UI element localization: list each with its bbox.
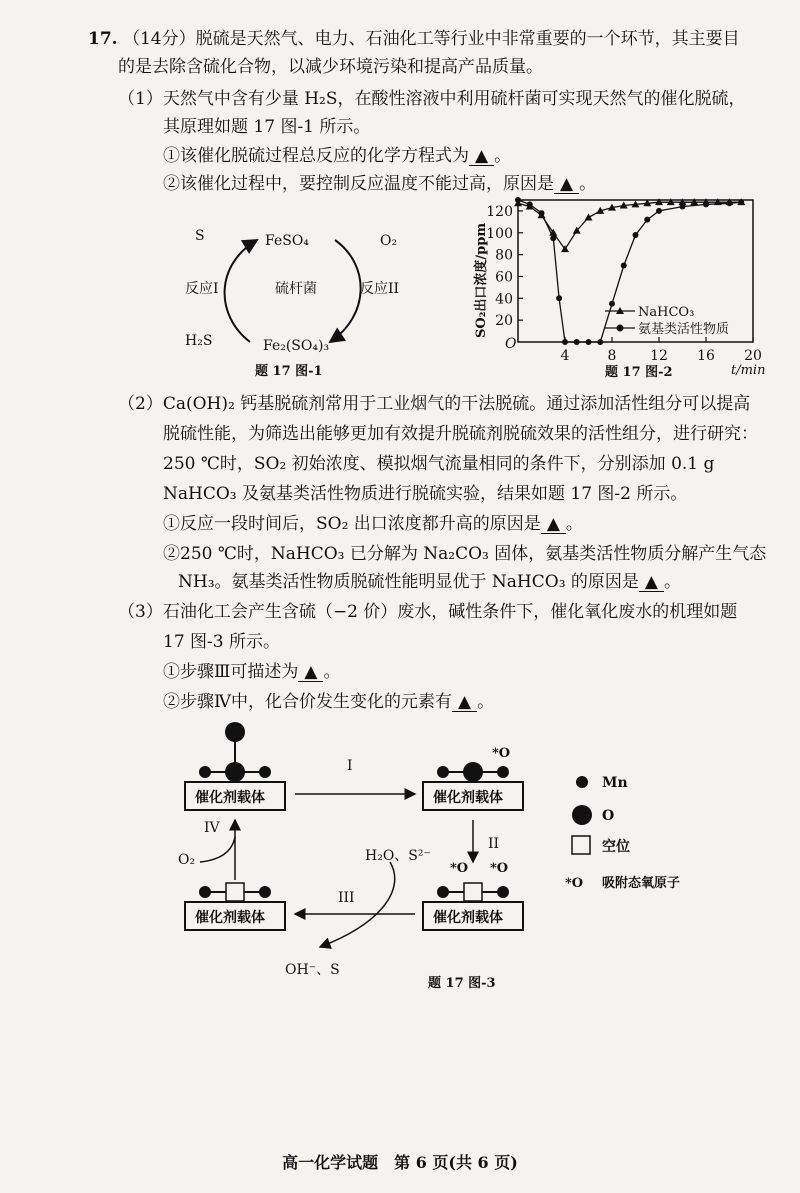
adsorbed-o-label: *O (492, 746, 511, 761)
data-point-amino (680, 204, 686, 210)
mn-atom (199, 766, 211, 778)
part3-q2-text: ②步骤Ⅳ中，化合价发生变化的元素有 (163, 692, 452, 712)
part3-label: （3） (118, 602, 163, 622)
step-2-label: II (488, 836, 500, 852)
x-tick-label: 20 (744, 348, 762, 364)
o-atom (463, 762, 483, 782)
arrow-o2-input (200, 837, 235, 862)
legend-o: O (602, 808, 615, 824)
legend-vacancy: 空位 (602, 839, 630, 855)
part3-q1-end: 。 (323, 662, 341, 682)
data-point-amino (574, 339, 580, 345)
vacancy (226, 883, 244, 901)
answer-blank[interactable]: ▲ (541, 515, 566, 534)
question-intro-1: 脱硫是天然气、电力、石油化工等行业中非常重要的一个环节，其主要目 (195, 29, 740, 49)
question-number: 17. (88, 29, 118, 49)
catalyst-state-top-left (185, 722, 285, 810)
question-intro-line-1 (88, 28, 740, 50)
data-point-amino (633, 232, 639, 238)
catalyst-state-bottom-right (423, 861, 523, 930)
y-tick-label: 80 (495, 247, 513, 264)
fig1-fe2so43: Fe₂(SO₄)₃ (263, 338, 330, 354)
part1-line-1 (118, 88, 746, 110)
data-point-amino (656, 208, 662, 214)
part2-question-2 (178, 571, 681, 593)
question-intro-2: 的是去除含硫化合物，以减少环境污染和提高产品质量。 (118, 57, 543, 77)
fig1-caption: 题 17 图-1 (255, 364, 323, 379)
data-point-amino (539, 210, 545, 216)
fig1-o2: O₂ (380, 233, 398, 249)
carrier-label: 催化剂载体 (433, 790, 503, 806)
adsorbed-o-label: *O (490, 861, 509, 876)
data-point-amino (727, 200, 733, 206)
x-tick-label: 8 (607, 348, 617, 364)
answer-blank[interactable]: ▲ (554, 175, 579, 194)
y-tick-label: 60 (495, 269, 513, 286)
data-point-amino (586, 339, 592, 345)
carrier-label: 催化剂载体 (195, 910, 265, 926)
part2-text-2: 脱硫性能，为筛选出能够更加有效提升脱硫剂脱硫效果的活性组分，进行研究： (163, 424, 758, 444)
step-4-label: IV (204, 820, 220, 836)
part1-q1-text: ①该催化脱硫过程总反应的化学方程式为 (163, 146, 469, 166)
catalyst-state-bottom-left (185, 883, 285, 930)
arc-reaction-1 (225, 240, 257, 342)
mn-atom (259, 886, 271, 898)
mn-atom (259, 766, 271, 778)
data-point-amino (738, 199, 744, 205)
data-point-amino (621, 263, 627, 269)
data-point-amino (562, 339, 568, 345)
y-tick-label: 100 (486, 225, 513, 242)
answer-blank[interactable]: ▲ (469, 147, 494, 166)
adsorbed-o-label: *O (450, 861, 469, 876)
fig1-h2s: H₂S (185, 333, 213, 349)
products-label: OH⁻、S (285, 962, 340, 978)
step-3-label: III (338, 890, 355, 906)
reactants-label: H₂O、S²⁻ (365, 848, 431, 864)
part2-q2-a: ②250 ℃时，NaHCO₃ 已分解为 Na₂CO₃ 固体，氨基类活性物质分解产生气态 (163, 544, 767, 564)
part3-question-1 (163, 661, 340, 683)
fig1-s: S (195, 228, 205, 244)
mn-atom (497, 766, 509, 778)
part2-question-1 (163, 513, 583, 535)
legend-adsorbed: 吸附态氧原子 (602, 876, 681, 891)
answer-blank[interactable]: ▲ (452, 693, 477, 712)
data-point-amino (609, 301, 615, 307)
part2-q1-end: 。 (565, 514, 583, 534)
part1-q2-text: ②该催化过程中，要控制反应温度不能过高，原因是 (163, 174, 554, 194)
part3-q1-text: ①步骤Ⅲ可描述为 (163, 662, 299, 682)
part3-line-1 (118, 601, 737, 623)
part1-question-1 (163, 145, 511, 167)
part2-text-4: NaHCO₃ 及氨基类活性物质进行脱硫实验，结果如题 17 图-2 所示。 (163, 484, 688, 504)
chart-xlabel: t/min (731, 363, 766, 378)
part2-text-1: Ca(OH)₂ 钙基脱硫剂常用于工业烟气的干法脱硫。通过添加活性组分可以提高 (162, 394, 751, 414)
data-point-amino (527, 201, 533, 207)
arc-reaction-2 (330, 240, 361, 342)
x-tick-label: 4 (560, 348, 570, 364)
fig3-caption: 题 17 图-3 (428, 976, 496, 991)
part3-question-2 (163, 691, 494, 713)
part1-text-2: 其原理如题 17 图-1 所示。 (163, 117, 371, 137)
data-point-amino (597, 339, 603, 345)
catalyst-state-top-right (423, 746, 523, 810)
mn-atom (497, 886, 509, 898)
carrier-label: 催化剂载体 (433, 910, 503, 926)
part2-q2-end: 。 (664, 572, 681, 592)
mn-atom (437, 886, 449, 898)
chart-ylabel: SO₂出口浓度/ppm (474, 222, 489, 338)
legend-label-nahco3: NaHCO₃ (638, 305, 695, 320)
arrow-reactants-products (320, 862, 395, 947)
fig1-reaction-1: 反应I (185, 281, 219, 297)
mn-atom (199, 886, 211, 898)
figure-17-3 (160, 712, 720, 1002)
legend-vacancy-symbol (572, 836, 590, 854)
legend-o-symbol (572, 805, 592, 825)
part2-line-1 (118, 393, 750, 415)
data-point-nahco3 (585, 213, 593, 220)
part2-q1-text: ①反应一段时间后，SO₂ 出口浓度都升高的原因是 (163, 514, 541, 534)
o2-label: O₂ (178, 852, 196, 868)
figure-17-2-chart (455, 190, 785, 385)
data-point-amino (703, 201, 709, 207)
y-tick-label: 40 (495, 291, 513, 308)
part3-q2-end: 。 (477, 692, 495, 712)
mn-atom (437, 766, 449, 778)
carrier-label: 催化剂载体 (195, 790, 265, 806)
answer-blank[interactable]: ▲ (639, 573, 664, 592)
part3-text-2: 17 图-3 所示。 (163, 632, 280, 652)
o-atom (225, 722, 245, 742)
part1-text-1: 天然气中含有少量 H₂S，在酸性溶液中利用硫杆菌可实现天然气的催化脱硫， (162, 89, 746, 109)
legend-mn: Mn (602, 775, 628, 791)
part1-q2-end: 。 (579, 174, 597, 194)
legend-mn-symbol (576, 776, 588, 788)
fig1-feso4: FeSO₄ (265, 233, 309, 249)
figure-17-1 (175, 220, 435, 380)
legend-adsorbed-mark: *O (565, 876, 584, 891)
legend-marker-circle (617, 325, 624, 332)
o-atom (225, 762, 245, 782)
fig1-reaction-2: 反应II (360, 281, 400, 297)
chart-origin: O (505, 336, 517, 352)
x-tick-label: 12 (650, 348, 668, 364)
fig3-legend (565, 775, 680, 891)
fig1-bacteria: 硫杆菌 (275, 281, 317, 297)
series-line-1 (518, 202, 741, 249)
question-score: （14分） (122, 29, 196, 49)
part2-text-3: 250 ℃时，SO₂ 初始浓度、模拟烟气流量相同的条件下，分别添加 0.1 g (163, 454, 715, 474)
part2-q2-b: NH₃。氨基类活性物质脱硫性能明显优于 NaHCO₃ 的原因是 (178, 572, 639, 592)
part1-q1-end: 。 (494, 146, 512, 166)
data-point-amino (556, 295, 562, 301)
vacancy (464, 883, 482, 901)
page-footer: 高一化学试题 第 6 页(共 6 页) (282, 1153, 518, 1172)
y-tick-label: 20 (495, 313, 513, 330)
part3-text-1: 石油化工会产生含硫（−2 价）废水，碱性条件下，催化氧化废水的机理如题 (162, 602, 738, 622)
data-point-amino (644, 217, 650, 223)
data-point-amino (550, 235, 556, 241)
part2-label: （2） (118, 394, 163, 414)
data-point-amino (515, 197, 521, 203)
legend-label-amino: 氨基类活性物质 (638, 322, 730, 337)
answer-blank[interactable]: ▲ (298, 663, 323, 682)
series-line-2 (518, 200, 741, 342)
part1-label: （1） (118, 89, 163, 109)
x-tick-label: 16 (697, 348, 715, 364)
chart-plot-frame (518, 200, 753, 342)
fig2-caption: 题 17 图-2 (605, 365, 673, 380)
step-1-label: I (347, 758, 353, 774)
y-tick-label: 120 (486, 203, 513, 220)
